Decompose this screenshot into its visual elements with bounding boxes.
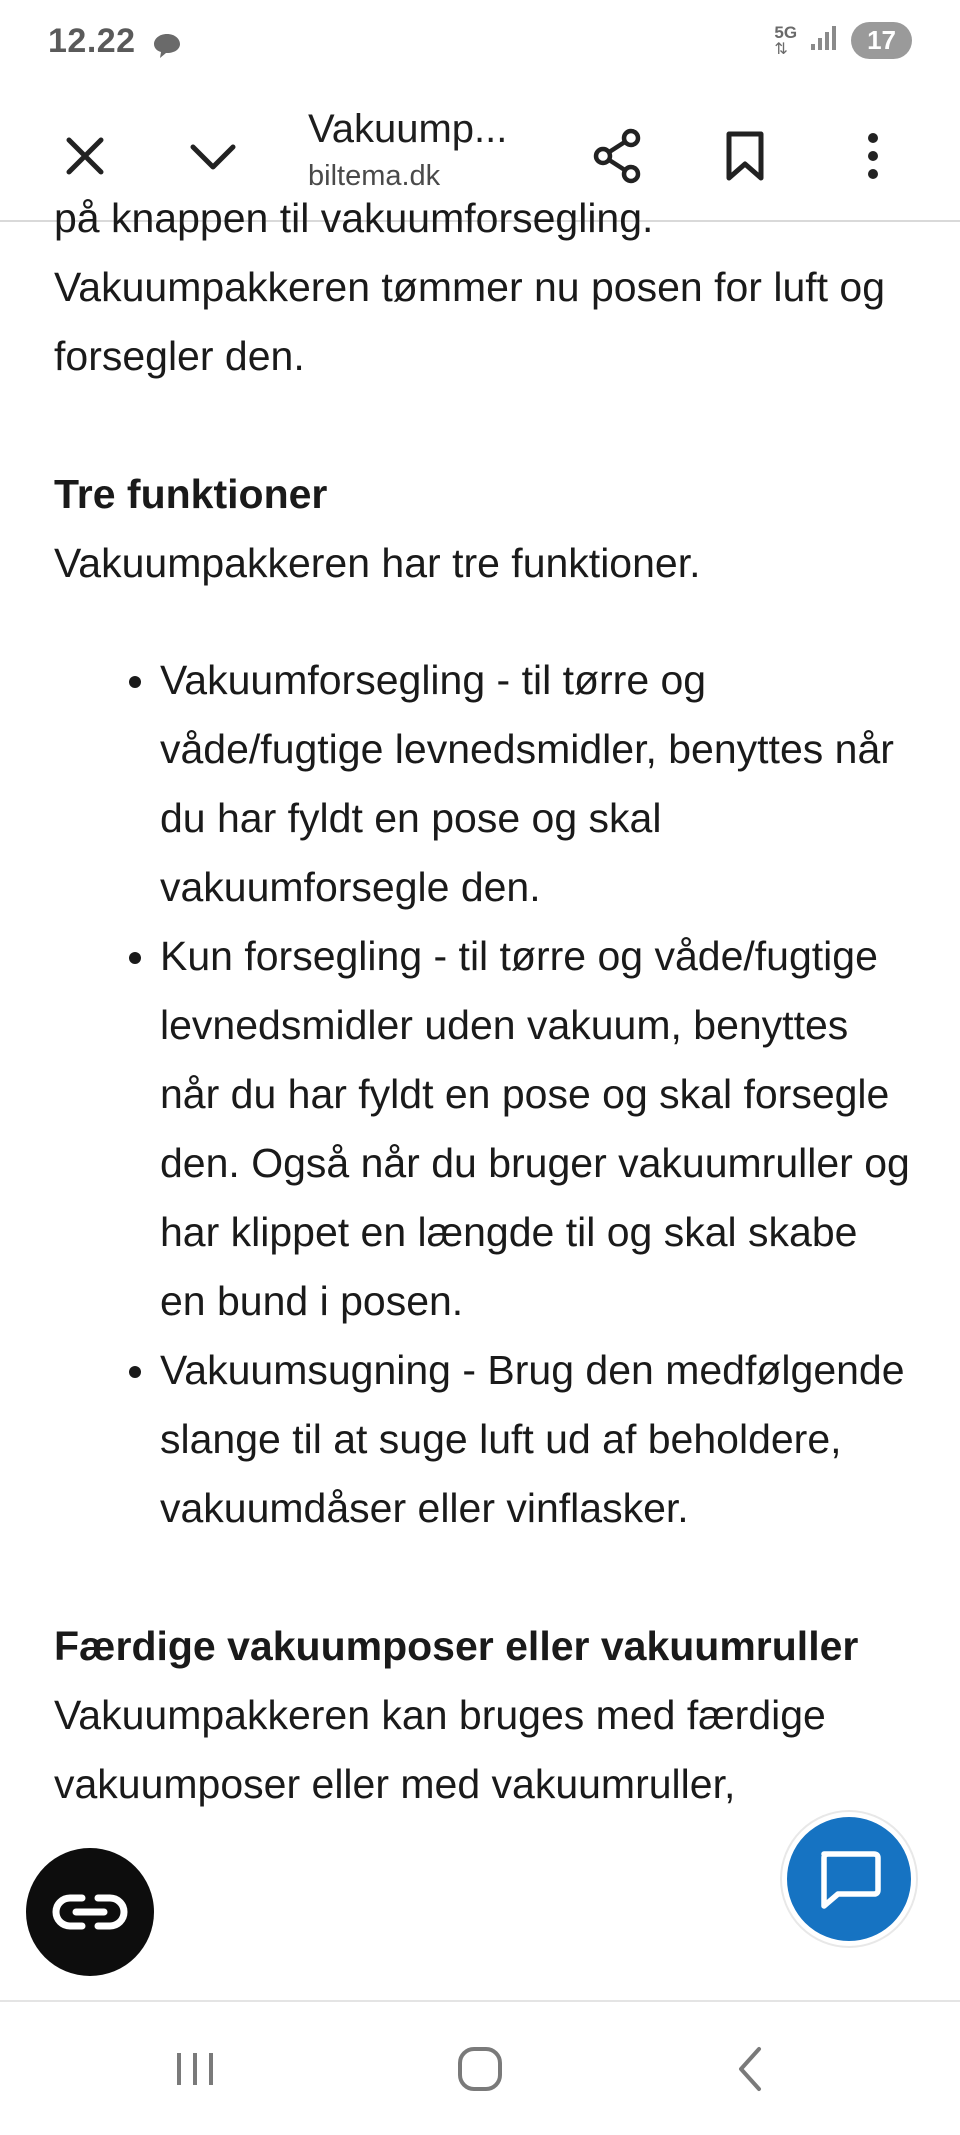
share-icon bbox=[591, 128, 643, 184]
article-content bbox=[54, 195, 914, 2000]
list-item: • Vakuumsugning - Brug den medfølgende slange til at suge luft ud af beholdere, vakuumdåser eller vinflasker. bbox=[160, 1336, 914, 1543]
data-arrows-icon: ⇅ bbox=[774, 40, 788, 58]
section-heading-bags: Færdige vakuumposer eller vakuumruller bbox=[54, 1623, 859, 1669]
link-icon bbox=[54, 1892, 126, 1932]
system-navigation-bar bbox=[0, 2000, 960, 2135]
article-partial-line: på knappen til vakuumforsegling. bbox=[54, 195, 654, 241]
chat-bubble-icon bbox=[816, 1848, 882, 1910]
status-indicators bbox=[774, 22, 912, 59]
more-vertical-icon bbox=[866, 131, 880, 181]
page-domain: biltema.dk bbox=[308, 160, 441, 192]
chat-fab-button[interactable] bbox=[782, 1812, 916, 1946]
paragraph-gap bbox=[54, 391, 914, 460]
list-item: • Kun forsegling - til tørre og våde/fugtige levnedsmidler uden vakuum, benyttes når du har fyldt en pose og skal forsegle den. Også når du bruger vakuumruller og har klippet en længde til og skal skabe en bund i posen. bbox=[160, 922, 914, 1336]
article-paragraph: Vakuumpakkeren har tre funktioner. bbox=[54, 540, 701, 586]
message-notification-icon bbox=[152, 32, 182, 65]
network-type: 5G bbox=[774, 22, 798, 42]
section-heading-functions: Tre funktioner bbox=[54, 471, 328, 517]
article-paragraph: Vakuumpakkeren tømmer nu posen for luft og forsegler den. bbox=[54, 264, 886, 379]
link-fab-button[interactable] bbox=[26, 1848, 154, 1976]
status-time: 12.22 bbox=[48, 22, 136, 60]
functions-list bbox=[54, 646, 914, 1543]
recent-apps-icon bbox=[173, 2049, 217, 2089]
recent-apps-button[interactable] bbox=[135, 2002, 255, 2135]
back-button[interactable] bbox=[690, 2002, 810, 2135]
paragraph-gap bbox=[54, 1543, 914, 1612]
network-indicator bbox=[774, 22, 798, 58]
back-icon bbox=[735, 2045, 765, 2093]
paragraph-gap bbox=[54, 598, 914, 646]
list-item: • Vakuumforsegling - til tørre og våde/fugtige levnedsmidler, benyttes når du har fyldt en pose og skal vakuumforsegle den. bbox=[160, 646, 914, 922]
signal-icon bbox=[809, 24, 839, 57]
home-icon bbox=[456, 2045, 504, 2093]
status-bar bbox=[0, 0, 960, 92]
bookmark-icon bbox=[725, 130, 765, 182]
article-paragraph: Vakuumpakkeren kan bruges med færdige vakuumposer eller med vakuumruller, bbox=[54, 1692, 826, 1807]
chevron-down-icon bbox=[189, 141, 237, 171]
page-title-area[interactable] bbox=[308, 102, 507, 196]
battery-level: 17 bbox=[851, 22, 912, 59]
close-icon bbox=[65, 136, 105, 176]
home-button[interactable] bbox=[420, 2002, 540, 2135]
page-title: Vakuump... bbox=[308, 107, 508, 151]
